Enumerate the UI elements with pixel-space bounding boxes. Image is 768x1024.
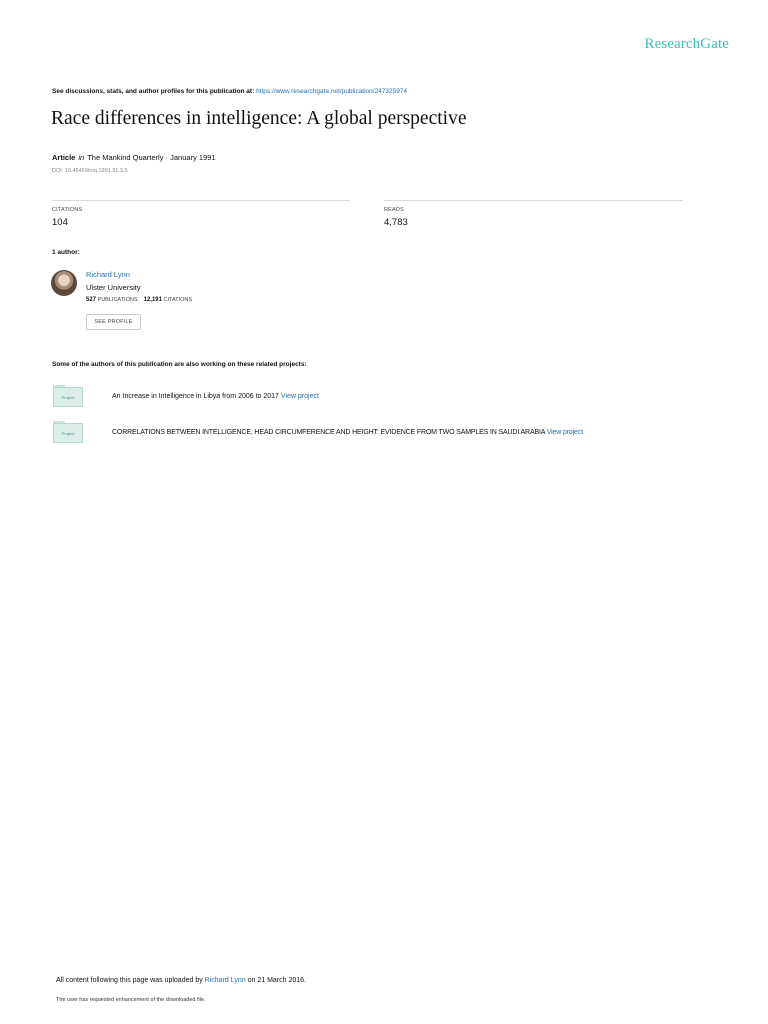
view-project-link[interactable]: View project xyxy=(280,393,319,400)
author-citations-label: CITATIONS xyxy=(163,297,193,303)
view-project-link[interactable]: View project xyxy=(546,429,583,436)
related-project-item xyxy=(112,393,319,400)
project-title: CORRELATIONS BETWEEN INTELLIGENCE, HEAD CIRCUMFERENCE AND HEIGHT: EVIDENCE FROM TWO SAMPLES IN SAUDI ARABIA xyxy=(112,429,545,436)
project-folder-icon xyxy=(53,385,83,407)
enhancement-note: The user has requested enhancement of the downloaded file. xyxy=(56,997,206,1003)
journal-date: The Mankind Quarterly · January 1991 xyxy=(87,153,216,162)
project-folder-icon xyxy=(53,421,83,443)
citations-divider xyxy=(52,200,350,201)
upload-suffix: on 21 March 2016. xyxy=(247,977,306,984)
project-icon-label: Project xyxy=(53,387,83,407)
project-icon-label: Project xyxy=(53,423,83,443)
in-word: in xyxy=(78,153,85,162)
author-avatar[interactable] xyxy=(51,270,77,296)
author-stats xyxy=(86,297,192,303)
reads-label: READS xyxy=(384,207,404,213)
see-discussions-line xyxy=(52,88,407,95)
publication-meta xyxy=(52,153,216,162)
uploader-link[interactable]: Richard Lynn xyxy=(204,977,246,984)
related-projects-heading: Some of the authors of this publication are also working on these related projects: xyxy=(52,361,307,368)
upload-notice xyxy=(56,977,306,984)
citations-label: CITATIONS xyxy=(52,207,83,213)
researchgate-logo[interactable]: ResearchGate xyxy=(644,36,729,52)
see-discussions-text: See discussions, stats, and author profiles for this publication at: xyxy=(52,88,255,95)
doi-text: DOI: 10.46469/mq.1991.31.3.5 xyxy=(52,168,128,174)
reads-divider xyxy=(384,200,683,201)
publication-title: Race differences in intelligence: A global perspective xyxy=(51,108,467,129)
author-citations-count: 12,191 xyxy=(143,297,162,303)
upload-prefix: All content following this page was uploaded by xyxy=(56,977,203,984)
related-project-item xyxy=(112,429,583,436)
author-publications-count: 527 xyxy=(86,297,97,303)
publication-type: Article xyxy=(52,153,76,162)
author-publications-label: PUBLICATIONS xyxy=(97,297,138,303)
authors-heading: 1 author: xyxy=(52,249,80,256)
author-institution: Ulster University xyxy=(86,283,141,292)
citations-value: 104 xyxy=(52,217,68,228)
reads-value: 4,783 xyxy=(384,217,408,228)
author-name-link[interactable]: Richard Lynn xyxy=(86,270,130,279)
publication-url-link[interactable]: https://www.researchgate.net/publication/247325974 xyxy=(256,88,408,95)
project-title: An Increase in Intelligence in Libya from 2006 to 2017 xyxy=(112,393,279,400)
see-profile-button[interactable]: SEE PROFILE xyxy=(86,314,141,330)
